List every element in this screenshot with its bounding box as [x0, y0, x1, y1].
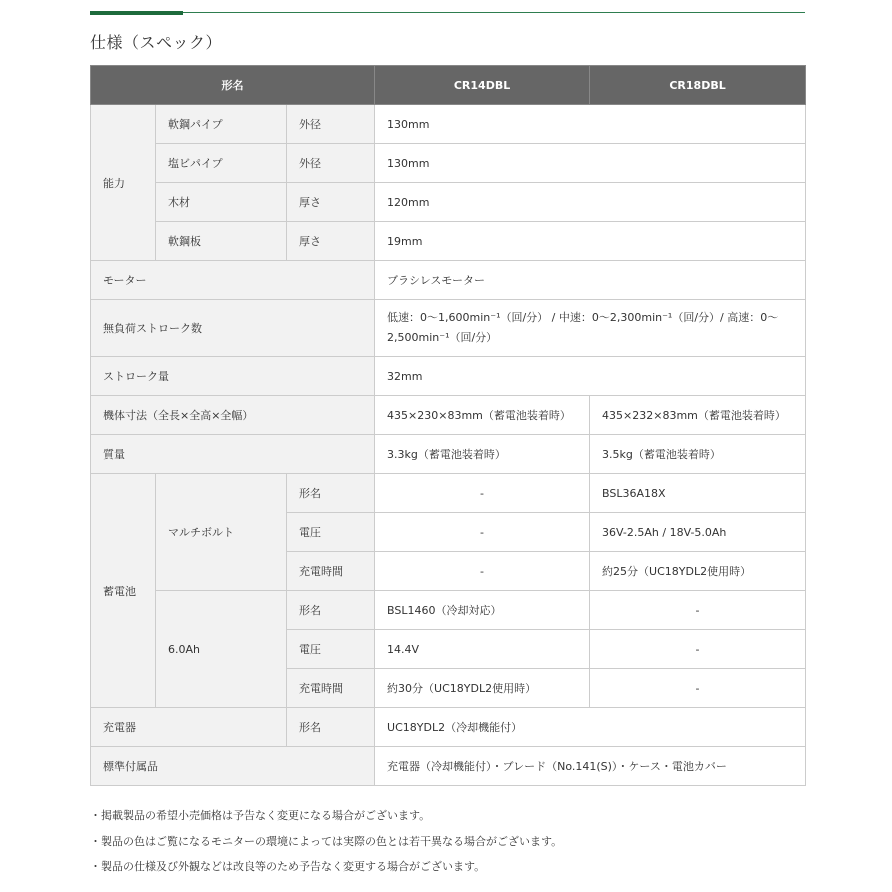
table-row [91, 357, 806, 396]
weight-model1: 3.3kg（蓄電池装着時） [375, 435, 590, 474]
charger-sub: 形名 [287, 708, 375, 747]
battery-sub: 形名 [287, 474, 375, 513]
table-row [91, 183, 806, 222]
battery-model2: 36V-2.5Ah / 18V-5.0Ah [590, 513, 806, 552]
capacity-item: 木材 [156, 183, 287, 222]
table-row [91, 144, 806, 183]
stroke-rate-value: 低速：0～1,600min⁻¹（回/分） / 中速：0～2,300min⁻¹（回/分）/ 高速：0～2,500min⁻¹（回/分） [375, 300, 806, 357]
battery-model1: 約30分（UC18YDL2使用時） [375, 669, 590, 708]
battery-model2: 約25分（UC18YDL2使用時） [590, 552, 806, 591]
dimensions-model2: 435×232×83mm（蓄電池装着時） [590, 396, 806, 435]
battery-model1: - [375, 513, 590, 552]
accessories-label: 標準付属品 [91, 747, 375, 786]
battery-sub: 電圧 [287, 513, 375, 552]
header-model-label: 形名 [91, 66, 375, 105]
battery-label: 蓄電池 [91, 474, 156, 708]
battery-sub: 形名 [287, 591, 375, 630]
note-item: ・製品の仕様及び外観などは改良等のため予告なく変更する場合がございます。 [90, 860, 486, 873]
battery-multivolt-label: マルチボルト [156, 474, 287, 591]
table-row [91, 300, 806, 357]
battery-model2: - [590, 630, 806, 669]
accessories-value: 充電器（冷却機能付）・ブレード（No.141(S)）・ケース・電池カバー [375, 747, 806, 786]
motor-label: モーター [91, 261, 375, 300]
table-row [91, 261, 806, 300]
note-item: ・製品の色はご覧になるモニターの環境によっては実際の色とは若干異なる場合がございます。 [90, 834, 563, 848]
dimensions-model1: 435×230×83mm（蓄電池装着時） [375, 396, 590, 435]
spec-table [90, 65, 806, 786]
table-row [91, 591, 806, 630]
capacity-value: 19mm [375, 222, 806, 261]
notes-list [90, 806, 562, 883]
table-row [91, 435, 806, 474]
capacity-sub: 外径 [287, 105, 375, 144]
capacity-sub: 外径 [287, 144, 375, 183]
table-row [91, 747, 806, 786]
battery-sub: 充電時間 [287, 552, 375, 591]
charger-value: UC18YDL2（冷却機能付） [375, 708, 806, 747]
table-row [91, 105, 806, 144]
section-title: 仕様（スペック） [90, 33, 223, 52]
battery-model1: - [375, 552, 590, 591]
battery-model1: BSL1460（冷却対応） [375, 591, 590, 630]
battery-model1: - [375, 474, 590, 513]
table-row [91, 222, 806, 261]
battery-model2: - [590, 669, 806, 708]
battery-60ah-label: 6.0Ah [156, 591, 287, 708]
capacity-item: 塩ビパイプ [156, 144, 287, 183]
capacity-item: 軟鋼板 [156, 222, 287, 261]
note-item: ・掲載製品の希望小売価格は予告なく変更になる場合がございます。 [90, 809, 431, 822]
dimensions-label: 機体寸法（全長×全高×全幅） [91, 396, 375, 435]
weight-model2: 3.5kg（蓄電池装着時） [590, 435, 806, 474]
battery-sub: 電圧 [287, 630, 375, 669]
capacity-sub: 厚さ [287, 222, 375, 261]
top-divider-accent [90, 11, 183, 15]
capacity-value: 120mm [375, 183, 806, 222]
stroke-length-label: ストローク量 [91, 357, 375, 396]
motor-value: ブラシレスモーター [375, 261, 806, 300]
weight-label: 質量 [91, 435, 375, 474]
table-row [91, 474, 806, 513]
stroke-length-value: 32mm [375, 357, 806, 396]
battery-model2: BSL36A18X [590, 474, 806, 513]
top-divider [90, 12, 805, 13]
stroke-rate-label: 無負荷ストローク数 [91, 300, 375, 357]
header-model2: CR18DBL [590, 66, 806, 105]
charger-label: 充電器 [91, 708, 287, 747]
table-row [91, 396, 806, 435]
table-row [91, 708, 806, 747]
header-model1: CR14DBL [375, 66, 590, 105]
capacity-value: 130mm [375, 105, 806, 144]
capacity-value: 130mm [375, 144, 806, 183]
battery-model2: - [590, 591, 806, 630]
capacity-item: 軟鋼パイプ [156, 105, 287, 144]
battery-sub: 充電時間 [287, 669, 375, 708]
battery-model1: 14.4V [375, 630, 590, 669]
capacity-sub: 厚さ [287, 183, 375, 222]
capacity-label: 能力 [91, 105, 156, 261]
table-header-row [91, 66, 806, 105]
